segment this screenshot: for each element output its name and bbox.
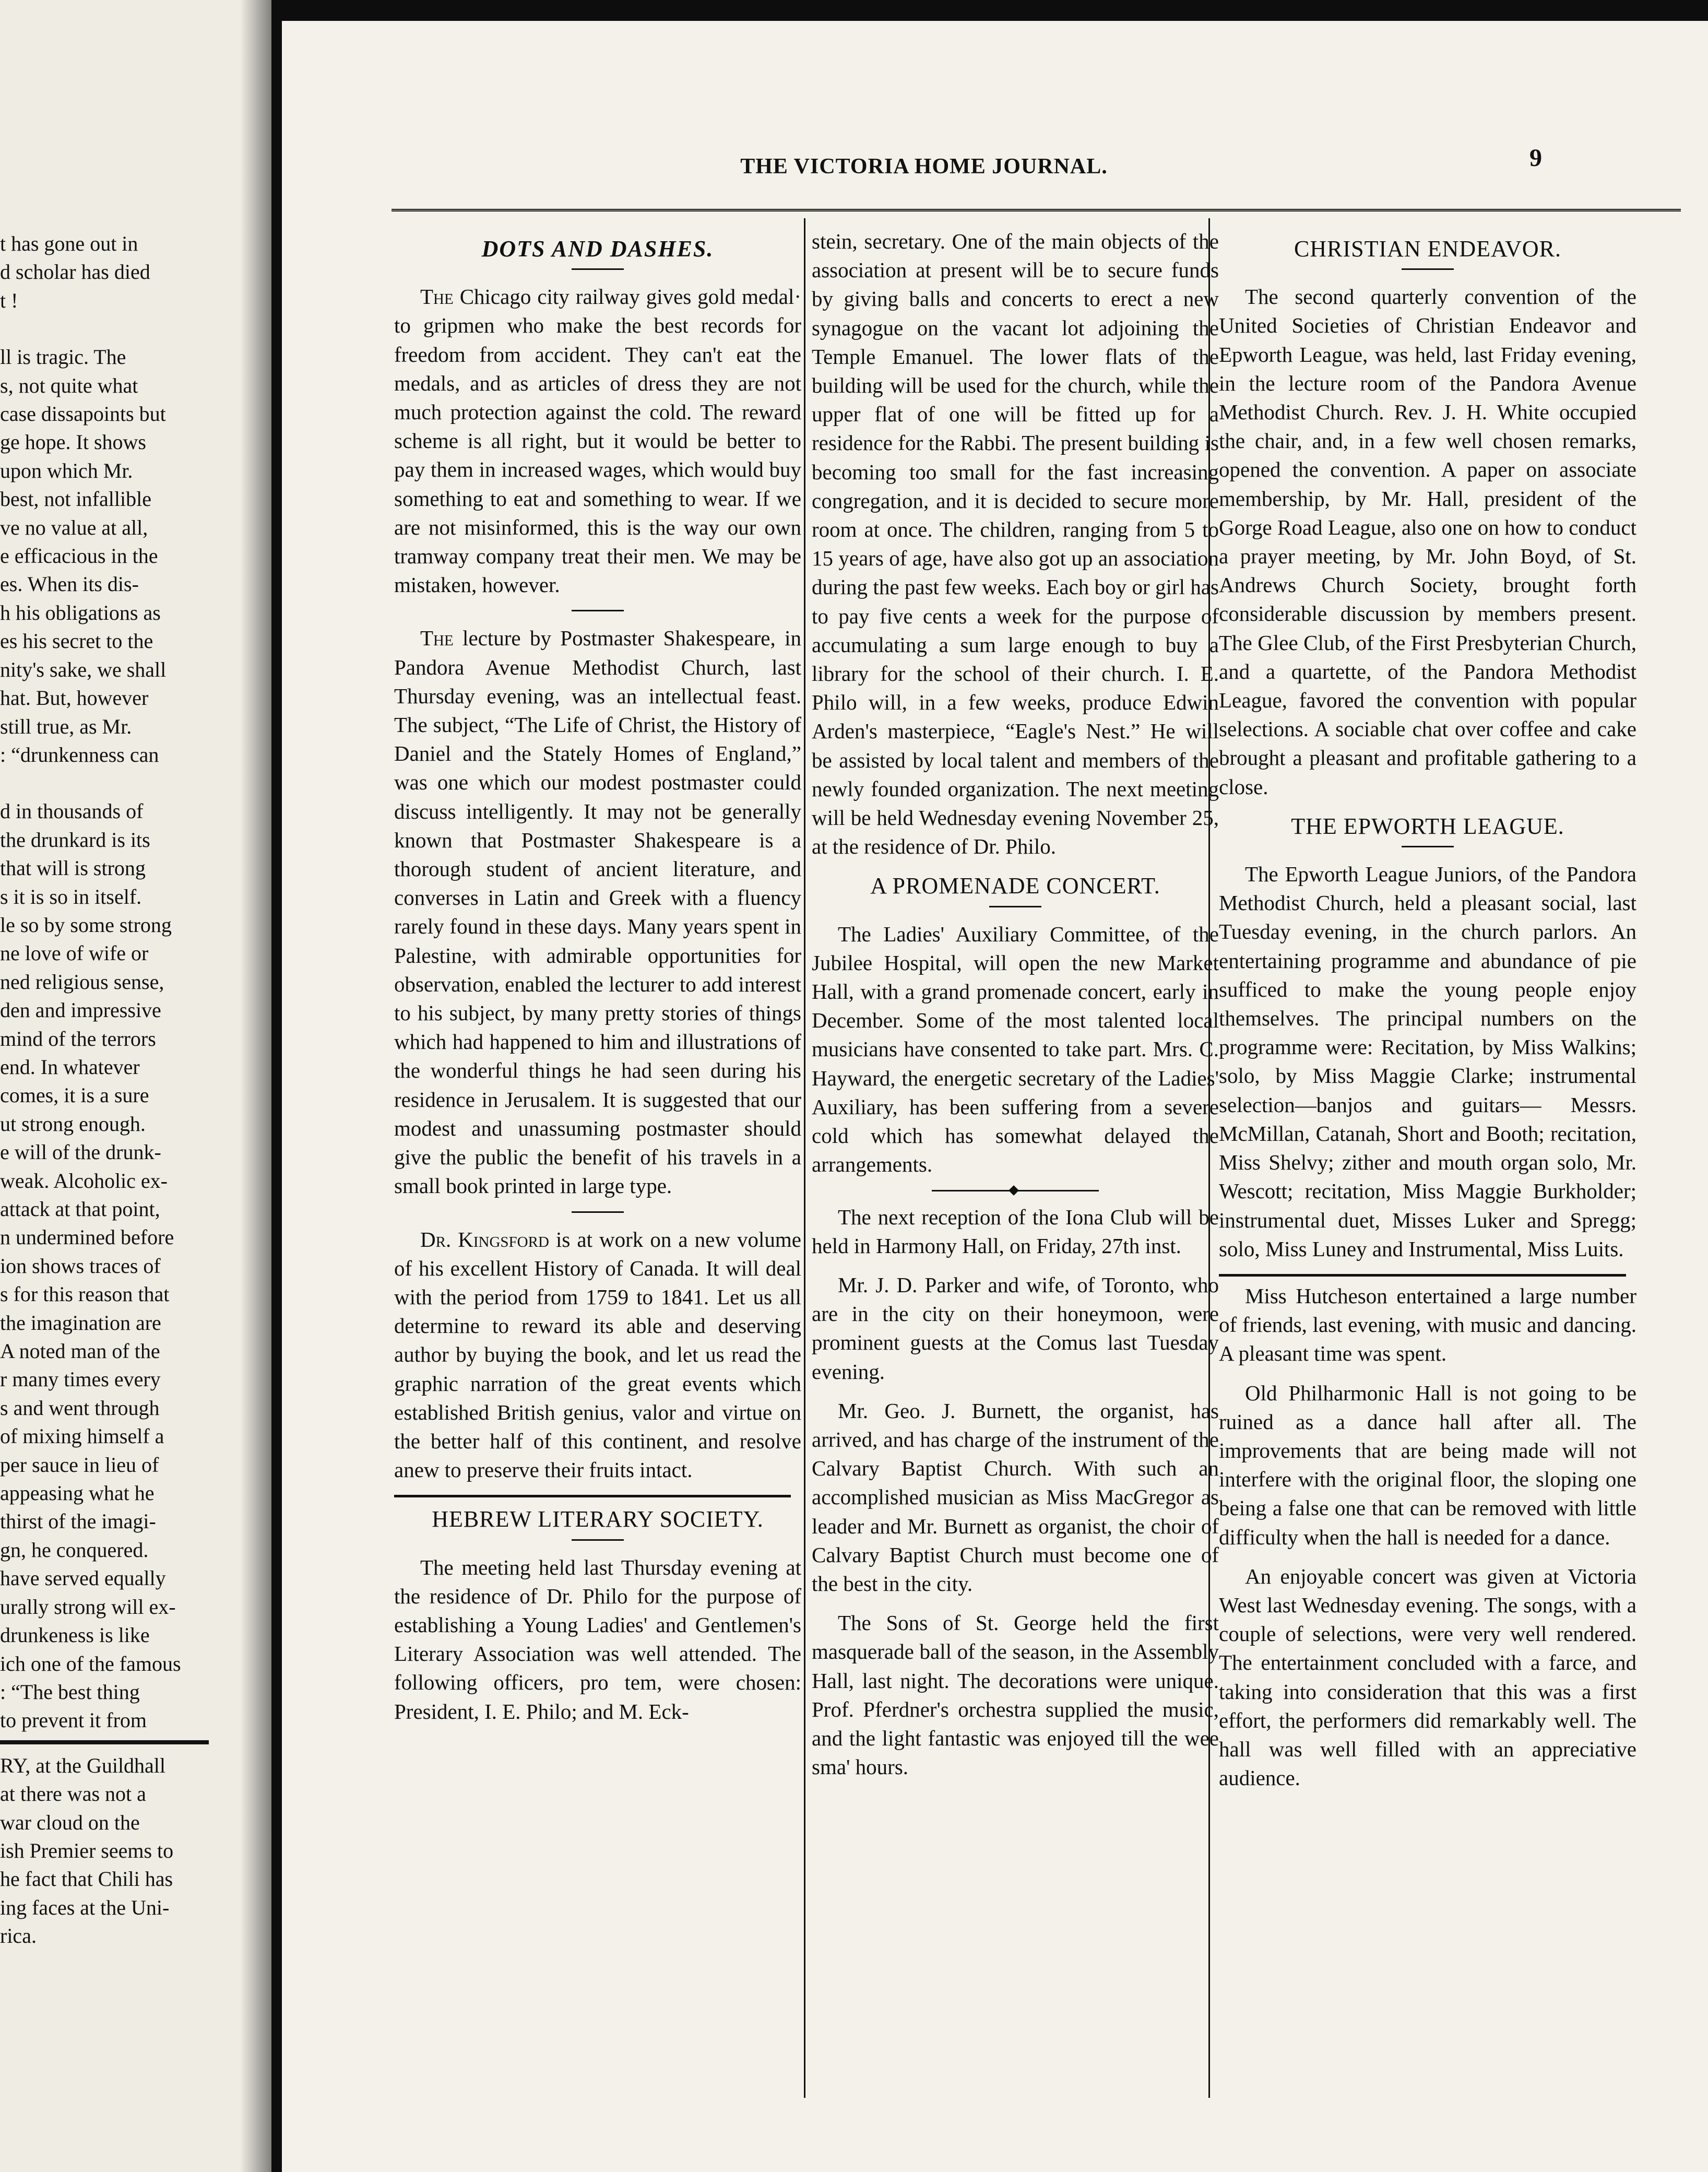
section-rule [394,1495,791,1497]
article-paragraph: The meeting held last Thursday evening at the residence of Dr. Philo for the purpose of establishing a Young Ladies' and Gentlemen's Literary Association was well attended. The following officers, pro tem, were chosen: President, I. E. Philo; and M. Eck- [394,1555,801,1724]
left-page-line: A noted man of the [0,1339,160,1363]
gutter-shadow [240,0,271,2172]
article-paragraph: Mr. Geo. J. Burnett, the organist, has arrived, and has charge of the instrument of the Calvary Baptist Church. With such an accomplished musician as Miss MacGregor as leader and Mr. Burnett as organist, the choir of Calvary Baptist Church must become one of the best in the city. [812,1398,1219,1596]
left-page-line: ve no value at all, [0,515,148,539]
section-rule [1219,1274,1626,1277]
left-page-line: have served equally [0,1566,166,1590]
article-paragraph: An enjoyable concert was given at Victoria West last Wednesday evening. The songs, with a couple of selections, were very well rendered. The entertainment concluded with a farce, and taking into consideration that this was a first effort, the performers did remarkably well. The hall was well filled with an appreciative audience. [1219,1564,1636,1790]
left-page-line: n undermined before [0,1225,174,1249]
article-paragraph [394,282,801,599]
paragraph-text: is at work on a new volume of his excellent History of Canada. It will deal with the period from 1759 to 1841. Let us all determine to reward its able and deserving author by buying the book, and let us read the graphic narration of the great events which established British genius, valor and virtue on the better half of this continent, and resolve anew to preserve their fruits intact. [394,1227,801,1482]
left-page-line [0,315,209,343]
left-page-line: mind of the terrors [0,1026,156,1050]
journal-title: THE VICTORIA HOME JOURNAL. [740,155,1108,179]
left-page-line: rica. [0,1924,37,1948]
left-page-line: e will of the drunk- [0,1140,161,1164]
left-page-line: es. When its dis- [0,572,139,596]
column-rule [804,218,805,2098]
left-page-line: den and impressive [0,998,161,1022]
short-rule [572,1539,624,1541]
page-number: 9 [1529,144,1542,172]
left-page-line: nity's sake, we shall [0,657,167,681]
left-page-line: end. In whatever [0,1055,140,1079]
left-page-line: attack at that point, [0,1197,160,1221]
left-page-column [0,230,209,1951]
left-page-line: : “drunkenness can [0,742,159,766]
left-page-line: war cloud on the [0,1810,140,1834]
article-paragraph: Miss Hutcheson entertained a large number of friends, last evening, with music and dancing. A pleasant time was spent. [1219,1283,1636,1366]
left-page-line [0,769,209,797]
left-lines-bottom [0,1752,209,1951]
left-page-line: to prevent it from [0,1708,147,1732]
left-page-line: ish Premier seems to [0,1838,174,1862]
left-page-line: s for this reason that [0,1282,170,1306]
article-paragraph: The Sons of St. George held the first masquerade ball of the season, in the Assembly Hall, last night. The decorations were unique. Prof. Pferdner's orchestra supplied the music, and the light fantastic was enjoyed till the wee sma' hours. [812,1611,1219,1779]
left-page-line: ing faces at the Uni- [0,1895,170,1919]
left-page-line: r many times every [0,1367,161,1391]
ornamental-rule [932,1190,1099,1195]
short-rule [572,1211,624,1213]
header-rule [392,209,1681,211]
left-page-line: urally strong will ex- [0,1595,176,1619]
left-page-line: ll is tragic. The [0,345,126,369]
left-page-line: he fact that Chili has [0,1867,173,1891]
article-paragraph [394,1225,801,1485]
left-page-line: s and went through [0,1396,160,1420]
short-rule [572,610,624,611]
left-page-line: t ! [0,288,18,312]
left-lines-top [0,230,209,1735]
left-page-line: d scholar has died [0,260,150,284]
left-page-line: ut strong enough. [0,1112,146,1136]
left-page-line: thirst of the imagi- [0,1509,156,1533]
left-page-line: case dissapoints but [0,402,166,426]
left-page-line: gn, he conquered. [0,1538,149,1562]
left-page-line: es his secret to the [0,629,153,653]
left-page-line: appeasing what he [0,1481,155,1505]
lead-word: Dr. Kingsford [420,1227,549,1252]
paragraph-text: lecture by Postmaster Shakespeare, in Pandora Avenue Methodist Church, last Thursday evening, was an intellectual feast. The subject, “The Life of Christ, the History of Daniel and the Stately Homes of England,” was one which our modest postmaster could discuss intelligently. It may not be generally known that Postmaster Shakespeare is a thorough student of ancient literature, and converses in Latin and Greek with a fluency rarely found in these days. Many years spent in Palestine, with admirable opportunities for observation, enabled the lecturer to add interest to his subject, by many pretty stories of things which had happened to him and illustrations of the wonderful things he had seen during his residence in Jerusalem. It is suggested that our modest and unassuming postmaster should give the public the benefit of his travels in a small book printed in large type. [394,626,801,1198]
left-page-line: that will is strong [0,856,146,880]
article-paragraph: The next reception of the Iona Club will be held in Harmony Hall, on Friday, 27th inst. [812,1205,1219,1258]
left-page-line: the drunkard is its [0,828,150,852]
main-page [282,21,1708,2172]
left-page-line: t has gone out in [0,232,138,255]
left-page-line: s it is so in itself. [0,884,142,908]
left-section-rule [0,1740,209,1744]
left-page-line: best, not infallible [0,487,151,511]
left-page-line: hat. But, however [0,686,149,710]
left-page-line: RY, at the Guildhall [0,1753,166,1777]
left-page-line: le so by some strong [0,913,172,937]
lead-word: The [420,626,454,651]
column-2 [812,227,1219,2086]
left-page-line: the imagination are [0,1311,161,1335]
left-page-line: weak. Alcoholic ex- [0,1168,168,1193]
left-page-line: ge hope. It shows [0,430,146,454]
left-page-fragment [0,0,271,2172]
left-page-line: at there was not a [0,1782,146,1806]
heading-christian-endeavor: CHRISTIAN ENDEAVOR. [1294,236,1561,262]
left-page-line: e efficacious in the [0,544,158,568]
column-3 [1219,227,1636,2086]
article-paragraph: stein, secretary. One of the main objects of the association at present will be to secure funds by giving balls and concerts to erect a new synagogue on the vacant lot adjoining the Temple Emanuel. The lower flats of the building will be used for the church, while the upper flat of one will be fitted up for a residence for the Rabbi. The present building is becoming too small for the fast increasing congregation, and it is decided to secure more room at once. The children, ranging from 5 to 15 years of age, have also got up an association during the past few weeks. Each boy or girl has to pay five cents a week for the purpose of accumulating a sum large enough to buy a library for the school of their church. I. E. Philo will, in a few weeks, produce Edwin Arden's masterpiece, “Eagle's Nest.” He will be assisted by local talent and members of the newly founded organization. The next meeting will be held Wednesday evening November 25, at the residence of Dr. Philo. [812,229,1219,859]
short-rule [572,268,624,270]
article-paragraph: The Ladies' Auxiliary Committee, of the Jubilee Hospital, will open the new Market Hall, with a grand promenade concert, early in December. Some of the most talented local musicians have consented to take part. Mrs. C. Hayward, the energetic secretary of the Ladies' Auxiliary, has been suffering from a severe cold which has somewhat delayed the arrangements. [812,922,1219,1177]
short-rule [989,906,1041,907]
left-page-line: ne love of wife or [0,941,149,965]
article-paragraph: The Epworth League Juniors, of the Pandora Methodist Church, held a pleasant social, last Tuesday evening, in the church parlors. An entertaining programme and abundance of pie sufficed to make the young people enjoy themselves. The principal numbers on the programme were: Recitation, by Miss Walkins; solo, by Miss Maggie Clarke; instrumental selection—banjos and guitars— Messrs. McMillan, Catanah, Short and Booth; recitation, Miss Shelvy; zither and mouth organ solo, Mr. Wescott; recitation, Miss Maggie Burkholder; instrumental duet, Misses Luker and Spregg; solo, Miss Luney and Instrumental, Miss Luits. [1219,862,1636,1261]
heading-promenade-concert: A PROMENADE CONCERT. [870,873,1160,899]
left-page-line: ned religious sense, [0,970,164,994]
left-page-line: still true, as Mr. [0,714,132,738]
left-page-line: comes, it is a sure [0,1083,149,1107]
short-rule [1402,846,1454,847]
article-paragraph: Mr. J. D. Parker and wife, of Toronto, who are in the city on their honeymoon, were prominent guests at the Comus last Tuesday evening. [812,1272,1219,1384]
lead-word: The [420,285,454,309]
article-paragraph: The second quarterly convention of the United Societies of Christian Endeavor and Epworth League, was held, last Friday evening, in the lecture room of the Pandora Avenue Methodist Church. Rev. J. H. White occupied the chair, and, in a few well chosen remarks, opened the convention. A paper on associate membership, by Mr. Hall, president of the Gorge Road League, also one on how to conduct a prayer meeting, by Mr. John Boyd, of St. Andrews Church Society, brought forth considerable discussion by members present. The Glee Club, of the First Presbyterian Church, and a quartette, of the Pandora Methodist League, favored the convention with popular selections. A sociable chat over coffee and cake brought a pleasant and profitable gathering to a close. [1219,285,1636,799]
short-rule [1402,268,1454,270]
left-page-line: s, not quite what [0,373,138,397]
article-paragraph: Old Philharmonic Hall is not going to be ruined as a dance hall after all. The improvements that are being made will not interfere with the original floor, the sloping one being a false one that can be removed with little difficulty when the hall is needed for a dance. [1219,1380,1636,1549]
heading-epworth-league: THE EPWORTH LEAGUE. [1291,813,1564,839]
left-page-line: per sauce in lieu of [0,1453,159,1477]
left-page-line: ion shows traces of [0,1254,161,1278]
left-page-line: : “The best thing [0,1680,140,1704]
left-page-line: of mixing himself a [0,1424,164,1448]
left-page-line: drunkeness is like [0,1623,150,1647]
heading-hebrew-literary-society: HEBREW LITERARY SOCIETY. [432,1506,764,1532]
paragraph-text: Chicago city railway gives gold medal· to gripmen who make the best records for freedom from accident. They can't eat the medals, and as articles of dress they are not much protection against the cold. The reward scheme is all right, but it would be better to pay them in increased wages, which would buy something to eat and something to wear. If we are not misinformed, this is the way our own tramway company treat their men. We may be mistaken, however. [394,285,801,597]
left-page-line: d in thousands of [0,799,144,823]
left-page-line: h his obligations as [0,600,161,624]
column-1 [394,227,801,2086]
heading-dots-and-dashes: DOTS AND DASHES. [481,236,714,262]
article-paragraph [394,624,801,1200]
left-page-line: upon which Mr. [0,458,133,482]
left-page-line: ich one of the famous [0,1651,181,1675]
